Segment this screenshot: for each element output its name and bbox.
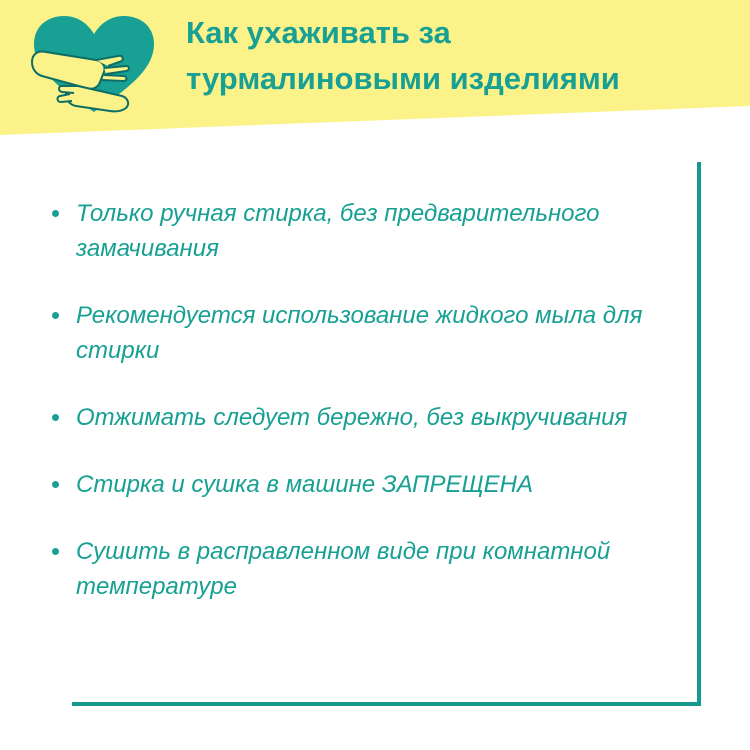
heart-hug-icon	[26, 14, 162, 114]
list-item-text: Только ручная стирка, без предварительного замачивания	[76, 200, 600, 262]
bullet-icon	[52, 312, 59, 319]
list-item	[48, 534, 688, 604]
list-item	[48, 298, 688, 368]
title-line-2: турмалиновыми изделиями	[186, 61, 620, 96]
bullet-icon	[52, 548, 59, 555]
page-title	[186, 10, 726, 102]
bullet-icon	[52, 210, 59, 217]
list-item	[48, 400, 688, 435]
frame-bottom-border	[72, 702, 701, 706]
bullet-icon	[52, 414, 59, 421]
list-item	[48, 467, 688, 502]
list-item-text: Сушить в расправленном виде при комнатной температуре	[76, 538, 611, 600]
list-item-text: Стирка и сушка в машине ЗАПРЕЩЕНА	[76, 471, 533, 498]
frame-right-border	[697, 162, 701, 706]
care-instructions-list	[48, 196, 688, 636]
list-item-text: Отжимать следует бережно, без выкручивания	[76, 404, 628, 431]
list-item-text: Рекомендуется использование жидкого мыла для стирки	[76, 302, 643, 364]
title-line-1: Как ухаживать за	[186, 15, 451, 50]
list-item	[48, 196, 688, 266]
bullet-icon	[52, 481, 59, 488]
